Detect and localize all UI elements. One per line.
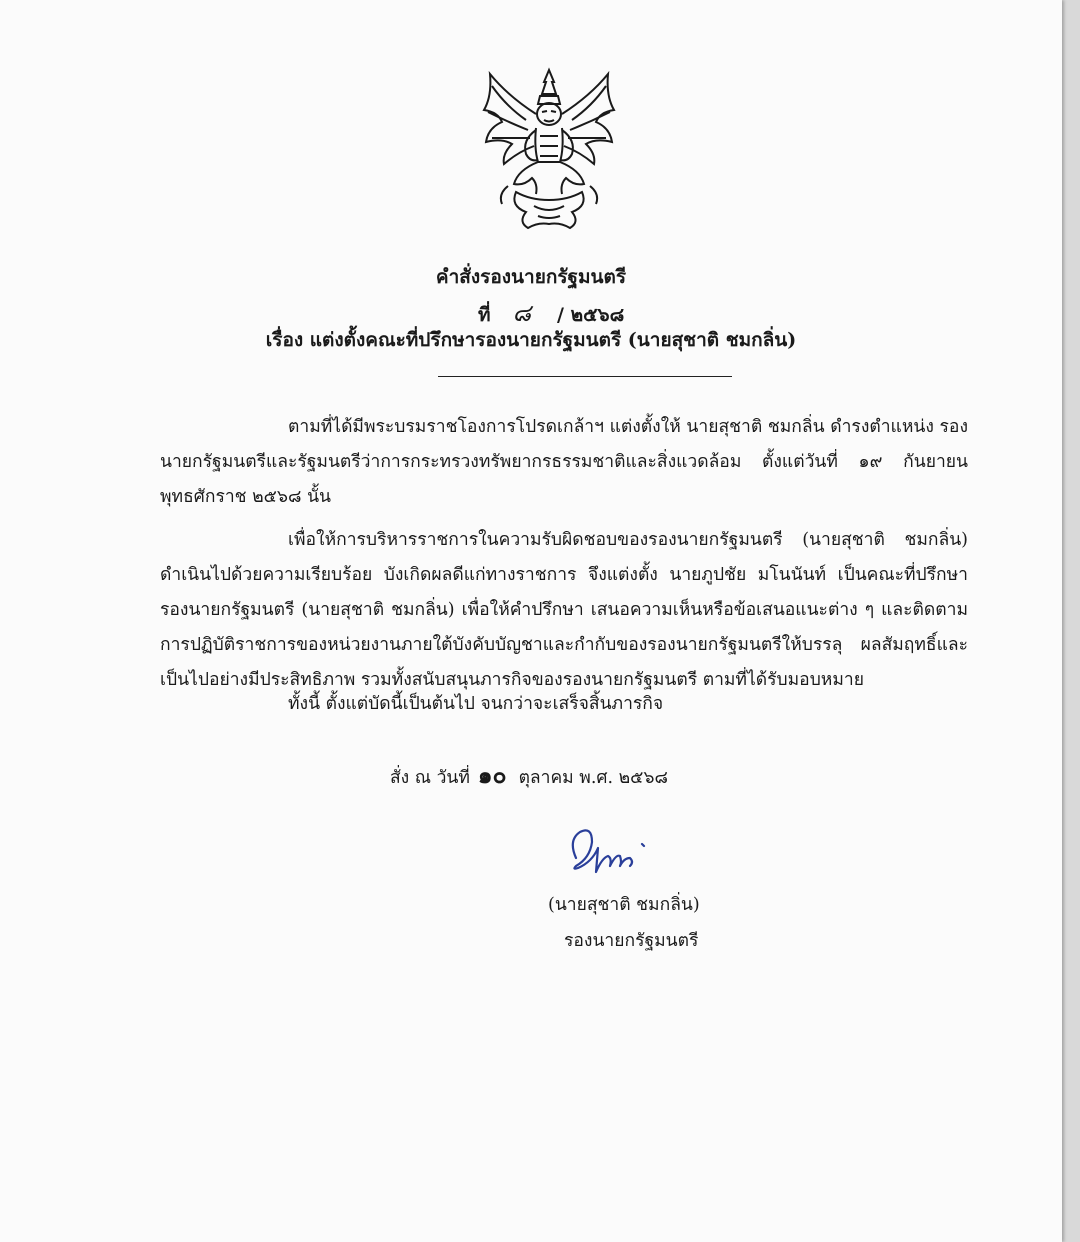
- garuda-emblem-icon: [478, 66, 620, 232]
- title-divider: [438, 376, 732, 377]
- body-paragraph-1: ตามที่ได้มีพระบรมราชโองการโปรดเกล้าฯ แต่งตั้งให้ นายสุชาติ ชมกลิ่น ดำรงตำแหน่ง รองนายกรัฐมนตรีและรัฐมนตรีว่าการกระทรวงทรัพยากรธรรมชาติและสิ่งแวดล้อม ตั้งแต่วันที่ ๑๙ กันยายน พุทธศักราช ๒๕๖๘ นั้น: [160, 417, 968, 507]
- order-number-year: / ๒๕๖๘: [557, 304, 625, 326]
- order-title: คำสั่งรองนายกรัฐมนตรี: [435, 266, 627, 288]
- order-number-prefix: ที่: [478, 304, 491, 326]
- date-day: ๑๐: [477, 762, 507, 789]
- order-subject: เรื่อง แต่งตั้งคณะที่ปรึกษารองนายกรัฐมนตรี (นายสุชาติ ชมกลิ่น): [265, 329, 797, 351]
- date-month-year: ตุลาคม พ.ศ. ๒๕๖๘: [518, 768, 669, 788]
- signer-title: รองนายกรัฐมนตรี: [564, 931, 699, 951]
- order-number-value: ๘: [512, 299, 532, 327]
- handwritten-signature-icon: [562, 818, 662, 878]
- signer-name: (นายสุชาติ ชมกลิ่น): [548, 895, 700, 915]
- date-prefix: สั่ง ณ วันที่: [390, 768, 470, 788]
- body-paragraph-2: เพื่อให้การบริหารราชการในความรับผิดชอบของรองนายกรัฐมนตรี (นายสุชาติ ชมกลิ่น) ดำเนินไปด้วยความเรียบร้อย บังเกิดผลดีแก่ทางราชการ จึงแต่งตั้ง นายภูปชัย มโนนันท์ เป็นคณะที่ปรึกษา รองนายกรัฐมนตรี (นายสุชาติ ชมกลิ่น) เพื่อให้คำปรึกษา เสนอความเห็นหรือข้อเสนอแนะต่าง ๆ และติดตาม การปฏิบัติราชการของหน่วยงานภายใต้บังคับบัญชาและกำกับของรองนายกรัฐมนตรีให้บรรลุ ผลสัมฤทธิ์และ เป็นไปอย่างมีประสิทธิภาพ รวมทั้งสนับสนุนภารกิจของรองนายกรัฐมนตรี ตามที่ได้รับมอบหมาย: [160, 530, 968, 690]
- order-date: [390, 758, 668, 794]
- body-paragraph-3: ทั้งนี้ ตั้งแต่บัดนี้เป็นต้นไป จนกว่าจะเสร็จสิ้นภารกิจ: [288, 694, 664, 714]
